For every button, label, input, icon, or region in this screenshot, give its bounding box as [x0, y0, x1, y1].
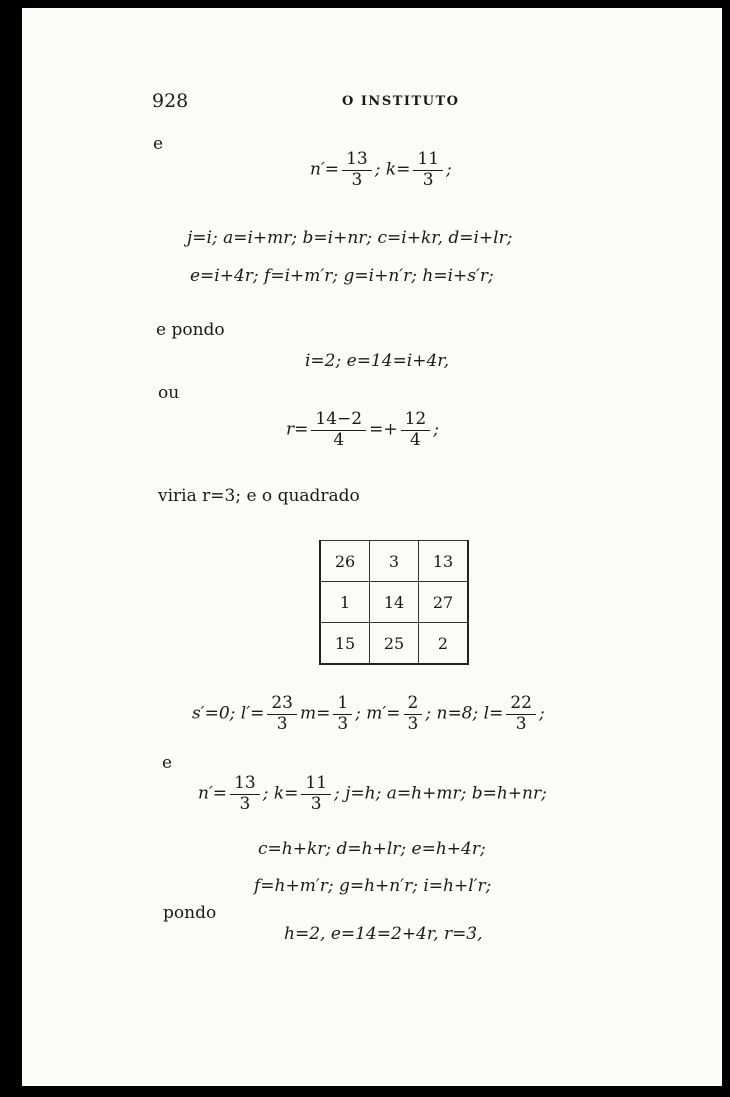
- cell: 13: [419, 541, 469, 582]
- denominator: 4: [409, 429, 421, 450]
- eq-part: ;: [433, 419, 439, 440]
- table-row: [320, 582, 468, 623]
- cell: 14: [370, 582, 419, 623]
- equation-s-l-m-n: [192, 694, 545, 734]
- equation-line-h: h=2, e=14=2+4r, r=3,: [284, 924, 483, 944]
- page-number: 928: [152, 90, 189, 112]
- numerator: 14−2: [311, 410, 366, 431]
- denominator: 3: [422, 169, 434, 190]
- equation-line-c: c=h+kr; d=h+lr; e=h+4r;: [258, 839, 486, 859]
- text-viria: viria r=3; e o quadrado: [158, 486, 360, 506]
- numerator: 2: [404, 694, 423, 715]
- numerator: 12: [401, 410, 431, 431]
- fraction: [413, 150, 443, 190]
- numerator: 22: [506, 694, 536, 715]
- fraction: [311, 410, 366, 450]
- cell: 15: [320, 623, 370, 665]
- eq-part: n′=: [310, 159, 340, 180]
- cell: 26: [320, 541, 370, 582]
- eq-part: ; m′=: [355, 703, 401, 724]
- numerator: 1: [333, 694, 352, 715]
- table-row: [320, 541, 468, 582]
- magic-square: [319, 540, 469, 665]
- eq-part: m=: [299, 703, 331, 724]
- equation-line-i: i=2; e=14=i+4r,: [305, 351, 449, 371]
- cell: 1: [320, 582, 370, 623]
- numerator: 11: [413, 150, 443, 171]
- fraction: [342, 150, 372, 190]
- text-ou: ou: [158, 383, 180, 403]
- fraction: [301, 774, 331, 814]
- text-pondo: pondo: [163, 903, 217, 923]
- eq-part: ; n=8; l=: [425, 703, 504, 724]
- numerator: 23: [267, 694, 297, 715]
- denominator: 3: [276, 713, 288, 734]
- numerator: 13: [342, 150, 372, 171]
- denominator: 3: [310, 793, 322, 814]
- fraction: [506, 694, 536, 734]
- fraction: [401, 410, 431, 450]
- denominator: 3: [337, 713, 349, 734]
- eq-part: n′=: [198, 783, 228, 804]
- eq-part: s′=0; l′=: [192, 703, 265, 724]
- running-head: O INSTITUTO: [342, 94, 460, 109]
- cell: 27: [419, 582, 469, 623]
- eq-part: ;: [446, 159, 452, 180]
- denominator: 3: [351, 169, 363, 190]
- equation-n-k-1: [310, 150, 452, 190]
- fraction: [267, 694, 297, 734]
- cell: 25: [370, 623, 419, 665]
- denominator: 3: [515, 713, 527, 734]
- eq-part: =+: [369, 419, 398, 440]
- cell: 2: [419, 623, 469, 665]
- eq-part: ; k=: [262, 783, 299, 804]
- cell: 3: [370, 541, 419, 582]
- equation-line-f: f=h+m′r; g=h+n′r; i=h+l′r;: [254, 876, 492, 896]
- fraction: [333, 694, 352, 734]
- denominator: 3: [239, 793, 251, 814]
- denominator: 4: [333, 429, 345, 450]
- numerator: 13: [230, 774, 260, 795]
- conjunction-e-1: e: [153, 134, 164, 154]
- numerator: 11: [301, 774, 331, 795]
- eq-part: ; k=: [374, 159, 411, 180]
- denominator: 3: [407, 713, 419, 734]
- conjunction-e-2: e: [162, 753, 173, 773]
- book-page: [22, 8, 722, 1086]
- equation-n-k-2: [198, 774, 547, 814]
- table-row: [320, 623, 468, 665]
- fraction: [230, 774, 260, 814]
- equation-line-j: j=i; a=i+mr; b=i+nr; c=i+kr, d=i+lr;: [187, 228, 513, 248]
- eq-part: ; j=h; a=h+mr; b=h+nr;: [334, 783, 547, 804]
- eq-part: r=: [286, 419, 309, 440]
- equation-line-e: e=i+4r; f=i+m′r; g=i+n′r; h=i+s′r;: [190, 266, 494, 286]
- text-e-pondo: e pondo: [156, 320, 225, 340]
- fraction: [404, 694, 423, 734]
- eq-part: ;: [538, 703, 545, 724]
- equation-r: [286, 410, 439, 450]
